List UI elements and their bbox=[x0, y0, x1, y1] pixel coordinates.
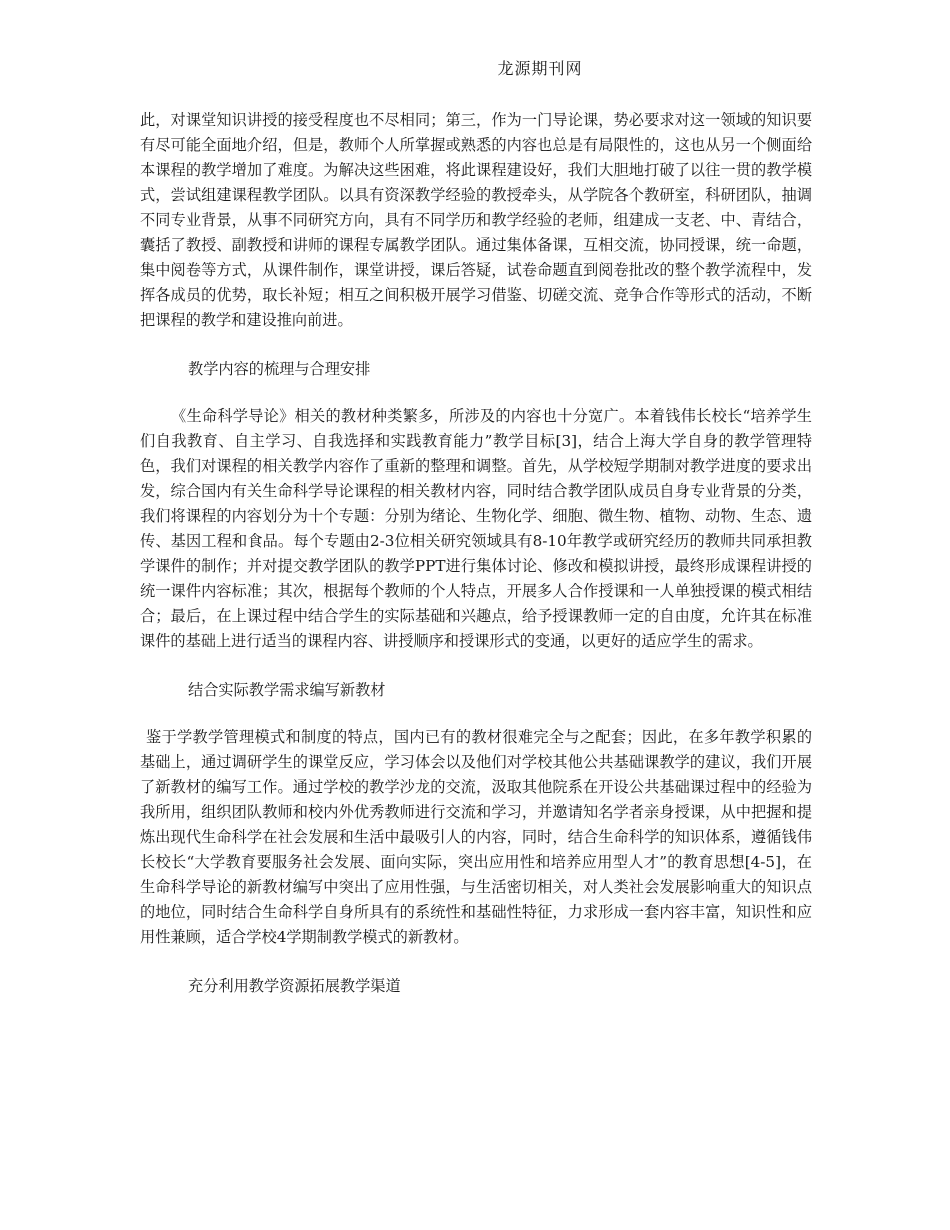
site-header-title: 龙源期刊网 bbox=[497, 59, 583, 78]
paragraph-team-building: 此，对课堂知识讲授的接受程度也不尽相同；第三，作为一门导论课，势必要求对这一领域的知识要有尽可能全面地介绍，但是，教师个人所掌握或熟悉的内容也总是有局限性的，这也从另一个侧面给本课程的教学增加了难度。为解决这些困难，将此课程建设好，我们大胆地打破了以往一贯的教学模式，尝试组建课程教学团队。以具有资深教学经验的教授牵头，从学院各个教研室，科研团队，抽调不同专业背景，从事不同研究方向，具有不同学历和教学经验的老师，组建成一支老、中、青结合，囊括了教授、副教授和讲师的课程专属教学团队。通过集体备课，互相交流，协同授课，统一命题，集中阅卷等方式，从课件制作，课堂讲授，课后答疑，试卷命题直到阅卷批改的整个教学流程中，发挥各成员的优势，取长补短；相互之间积极开展学习借鉴、切磋交流、竞争合作等形式的活动，不断把课程的教学和建设推向前进。 bbox=[140, 111, 812, 329]
paragraph-new-textbook: 鉴于学教学管理模式和制度的特点，国内已有的教材很难完全与之配套；因此，在多年教学积累的基础上，通过调研学生的课堂反应，学习体会以及他们对学校其他公共基础课教学的建议，我们开展了新教材的编写工作。通过学校的教学沙龙的交流，汲取其他院系在开设公共基础课过程中的经验为我所用，组织团队教师和校内外优秀教师进行交流和学习，并邀请知名学者亲身授课，从中把握和提炼出现代生命科学在社会发展和生活中最吸引人的内容，同时，结合生命科学的知识体系，遵循钱伟长校长“大学教育要服务社会发展、面向实际，突出应用性和培养应用型人才”的教育思想[4-5]，在生命科学导论的新教材编写中突出了应用性强，与生活密切相关，对人类社会发展影响重大的知识点的地位，同时结合生命科学自身所具有的系统性和基础性特征，力求形成一套内容丰富，知识性和应用性兼顾，适合学校4学期制教学模式的新教材。 bbox=[140, 728, 812, 946]
section-heading-resources: 充分利用教学资源拓展教学渠道 bbox=[188, 977, 401, 995]
article-body bbox=[140, 108, 812, 999]
section-heading-content: 教学内容的梳理与合理安排 bbox=[188, 360, 371, 378]
section-heading-textbook: 结合实际教学需求编写新教材 bbox=[188, 681, 386, 699]
paragraph-content-arrangement: 《生命科学导论》相关的教材种类繁多，所涉及的内容也十分宽广。本着钱伟长校长“培养学生们自我教育、自主学习、自我选择和实践教育能力”教学目标[3]，结合上海大学自身的教学管理特色，我们对课程的相关教学内容作了重新的整理和调整。首先，从学校短学期制对教学进度的要求出发，综合国内有关生命科学导论课程的相关教材内容，同时结合教学团队成员自身专业背景的分类，我们将课程的内容划分为十个专题：分别为绪论、生物化学、细胞、微生物、植物、动物、生态、遗传、基因工程和食品。每个专题由2-3位相关研究领域具有8-10年教学或研究经历的教师共同承担教学课件的制作；并对提交教学团队的教学PPT进行集体讨论、修改和模拟讲授，最终形成课程讲授的统一课件内容标准；其次，根据每个教师的个人特点，开展多人合作授课和一人单独授课的模式相结合；最后，在上课过程中结合学生的实际基础和兴趣点，给予授课教师一定的自由度，允许其在标准课件的基础上进行适当的课程内容、讲授顺序和授课形式的变通，以更好的适应学生的需求。 bbox=[140, 407, 812, 650]
